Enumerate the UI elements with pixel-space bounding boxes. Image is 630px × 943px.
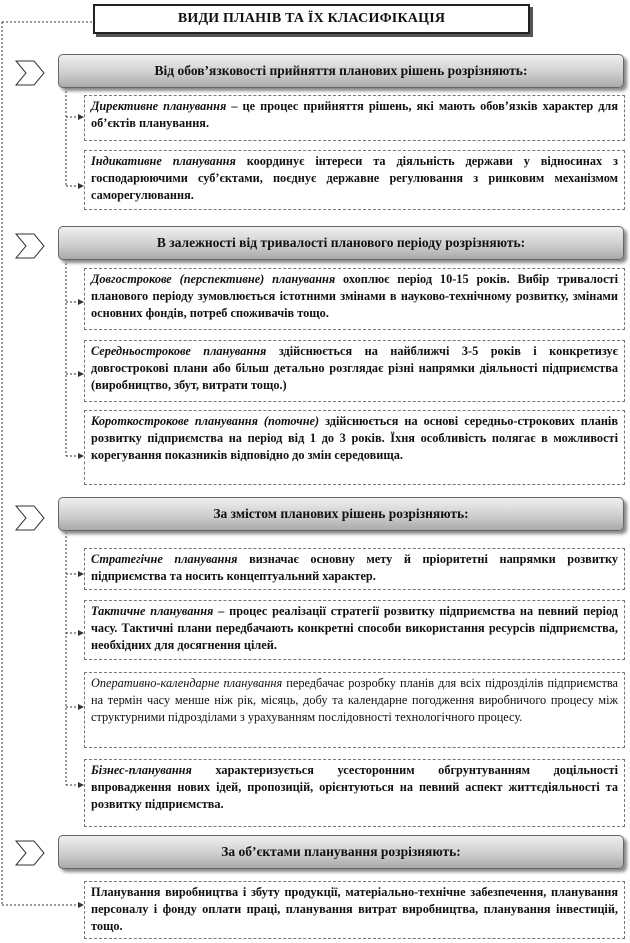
item-strategic-planning: Стратегічне планування визначає основну мету й пріоритетні напрямки розвитку підприємства та носить концептуальний характер.: [84, 548, 625, 590]
item-operational-calendar-planning: Оперативно-календарне планування передбачає розробку планів для всіх підрозділів підприємства на термін часу менше ніж рік, місяць, добу та календарне погодження виробничого процесу між структурними підрозділами з урахуванням послідовності технологічного процесу.: [84, 672, 625, 748]
item-planning-objects: Планування виробництва і збуту продукції, матеріально-технічне забезпечення, планування персоналу і фонду оплати праці, планування витрат виробництва, планування інвестицій, тощо.: [84, 881, 625, 939]
chevron-right-icon: [15, 60, 45, 86]
section-header-content: За змістом планових рішень розрізняють:: [58, 497, 624, 531]
section-header-duration: В залежності від тривалості планового періоду розрізняють:: [58, 226, 624, 260]
item-business-planning: Бізнес-планування характеризується усесторонним обгрунтуванням доцільності впровадження нових ідей, пропозицій, орієнтуються на певний аспект життєдіяльності та розвитку підприємства.: [84, 759, 625, 827]
item-long-term-planning: Довгострокове (перспективне) планування охоплює період 10-15 років. Вибір тривалості планового періоду зумовлюється істотними змінами в науково-технічному розвитку, змінами основних фондів, потреб споживачів тощо.: [84, 268, 625, 330]
item-indicative-planning: Індикативне планування координує інтереси та діяльність держави у відносинах з господарюючими суб’єктами, поєднує державне регулювання з ринковим механізмом саморегулювання.: [84, 150, 625, 210]
item-tactical-planning: Тактичне планування – процес реалізації стратегії розвитку підприємства на певний період часу. Тактичні плани передбачають конкретні способи використання ресурсів підприємства, необхідних для досягнення цілей.: [84, 600, 625, 660]
item-medium-term-planning: Середньострокове планування здійснюється на найближчі 3-5 років і конкретизує довгострокові плани або більш детально розглядає різні напрямки діяльності підприємства (виробництво, збут, витрати тощо.): [84, 340, 625, 402]
section-header-objects: За об’єктами планування розрізняють:: [58, 835, 624, 869]
chevron-right-icon: [15, 840, 45, 866]
chevron-right-icon: [15, 505, 45, 531]
chevron-right-icon: [15, 233, 45, 259]
item-directive-planning: Директивне планування – це процес прийняття рішень, які мають обов’язків характер для об’єктів планування.: [84, 95, 625, 141]
diagram-title: ВИДИ ПЛАНІВ ТА ЇХ КЛАСИФІКАЦІЯ: [93, 4, 530, 34]
item-short-term-planning: Короткострокове планування (поточне) здійснюється на основі середньо-строкових планів розвитку підприємства на період від 1 до 3 років. Їхня особливість полягає в можливості корегування показників відповідно до змін середовища.: [84, 410, 625, 485]
section-header-obligation: Від обов’язковості прийняття планових рішень розрізняють:: [58, 54, 624, 88]
